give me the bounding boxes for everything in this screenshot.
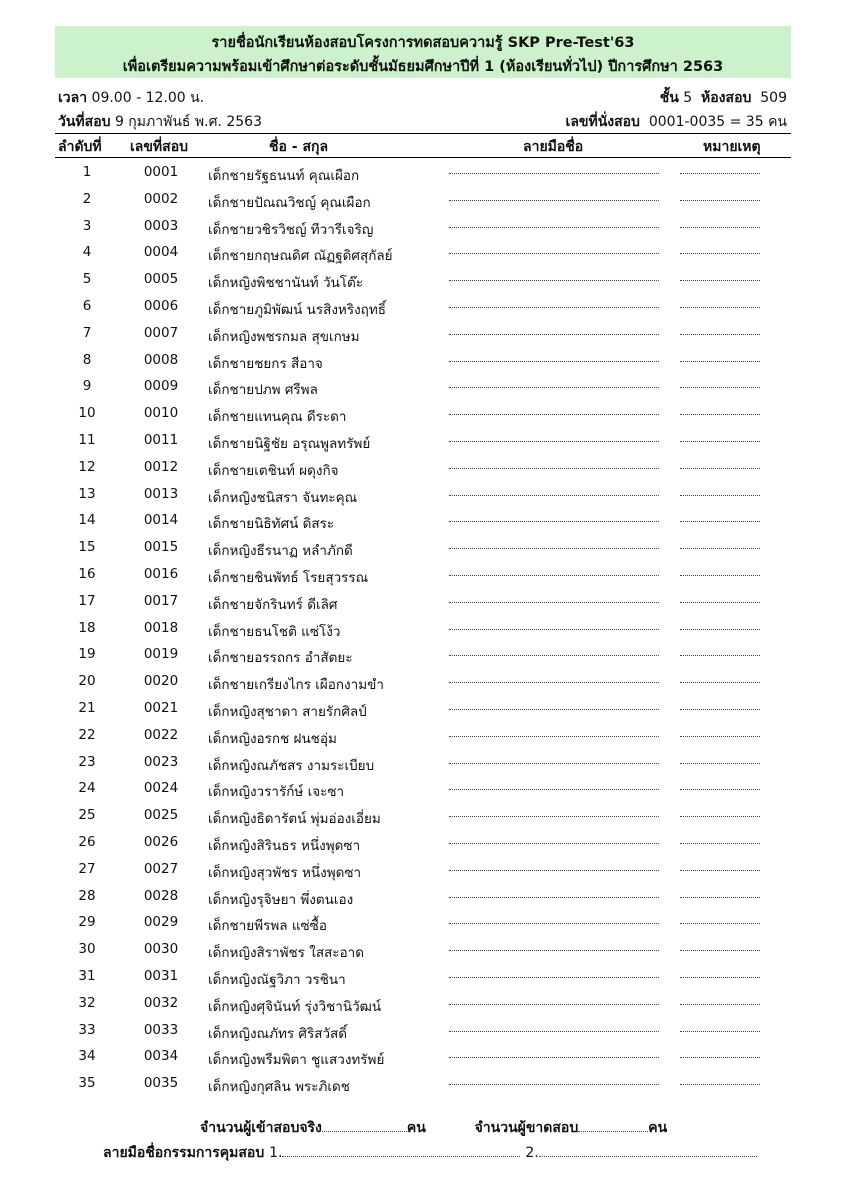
signature-blank[interactable]	[449, 521, 659, 522]
exam-id: 0003	[143, 217, 179, 234]
student-name: เด็กหญิงสิรินธร หนึ่งพุดซา	[208, 837, 361, 854]
table-row	[55, 696, 791, 723]
student-name: เด็กหญิงพชรกมล สุขเกษม	[208, 328, 360, 345]
row-number: 18	[78, 619, 96, 636]
student-name: เด็กหญิงรุจิษยา พึ่งตนเอง	[208, 891, 354, 908]
remark-blank[interactable]	[680, 227, 760, 228]
col-header-remark: หมายเหตุ	[703, 139, 761, 155]
exam-id: 0034	[143, 1048, 179, 1065]
time-label: เวลา	[58, 90, 88, 106]
exam-id: 0004	[143, 244, 179, 261]
table-row	[55, 1071, 791, 1098]
exam-time	[58, 87, 204, 109]
col-header-id: เลขที่สอบ	[130, 139, 189, 155]
student-name: เด็กชายปัณณวิชญ์ คุณเผือก	[208, 194, 371, 211]
exam-id: 0007	[143, 324, 179, 341]
row-number: 19	[78, 646, 96, 663]
exam-id: 0022	[143, 726, 179, 743]
student-name: เด็กชายปภพ ศรีพล	[208, 382, 318, 399]
exam-id: 0023	[143, 753, 179, 770]
row-number: 4	[82, 244, 92, 261]
table-row	[55, 214, 791, 241]
row-number: 17	[78, 592, 96, 609]
exam-id: 0021	[143, 699, 179, 716]
student-name: เด็กชายพีรพล แซ่ซื้อ	[208, 918, 327, 935]
signature-blank[interactable]	[449, 629, 659, 630]
student-list	[55, 160, 791, 1098]
remark-blank[interactable]	[680, 495, 760, 496]
table-row	[55, 267, 791, 294]
table-row	[55, 616, 791, 643]
student-name: เด็กชายภูมิพัฒน์ นรสิงหริงฤทธิ์	[208, 301, 386, 318]
table-row	[55, 535, 791, 562]
remark-blank[interactable]	[680, 173, 760, 174]
remark-blank[interactable]	[680, 1057, 760, 1058]
table-row	[55, 240, 791, 267]
remark-blank[interactable]	[680, 923, 760, 924]
signature-blank[interactable]	[449, 548, 659, 549]
header-title-line2: เพื่อเตรียมความพร้อมเข้าศึกษาต่อระดับชั้นมัธยมศึกษาปีที่ 1 (ห้องเรียนทั่วไป) ปีการศึกษา 2563	[122, 59, 724, 75]
student-name: เด็กชายอรรถกร อำสัตยะ	[208, 650, 353, 667]
exam-id: 0005	[143, 271, 179, 288]
col-header-no: ลำดับที่	[58, 139, 102, 155]
exam-id: 0018	[143, 619, 179, 636]
exam-id: 0033	[143, 1021, 179, 1038]
remark-blank[interactable]	[680, 655, 760, 656]
seat-label: เลขที่นั่งสอบ	[565, 114, 640, 130]
table-row	[55, 562, 791, 589]
exam-id: 0001	[143, 164, 179, 180]
proctor-2-blank[interactable]	[539, 1146, 757, 1157]
row-number: 22	[78, 726, 96, 743]
attendance-summary	[200, 1117, 667, 1139]
student-name: เด็กหญิงวรารัก์ษ์ เจะซา	[208, 784, 345, 801]
row-number: 6	[82, 297, 92, 314]
student-name: เด็กหญิงพรีมพิตา ชูแสวงทรัพย์	[208, 1052, 385, 1069]
room-value: 509	[760, 90, 787, 106]
student-name: เด็กหญิงธิดารัตน์ พุ่มอ่องเอี่ยม	[208, 811, 381, 828]
row-number: 2	[82, 190, 92, 207]
exam-id: 0028	[143, 887, 179, 904]
student-name: เด็กชายรัฐธนนท์ คุณเผือก	[208, 168, 360, 184]
table-row	[55, 455, 791, 482]
table-row	[55, 937, 791, 964]
signature-blank[interactable]	[449, 1084, 659, 1085]
row-number: 16	[78, 565, 96, 582]
signature-blank[interactable]	[449, 1057, 659, 1058]
table-row	[55, 348, 791, 375]
room-label: ห้องสอบ	[701, 90, 752, 106]
student-name: เด็กชายเกรียงไกร เผือกงามขำ	[208, 677, 384, 694]
student-name: เด็กหญิงสุชาดา สายรักศิลป์	[208, 703, 367, 720]
time-value: 09.00 - 12.00 น.	[91, 90, 205, 106]
seat-range	[566, 111, 787, 133]
remark-blank[interactable]	[680, 361, 760, 362]
col-header-signature: ลายมือชื่อ	[523, 139, 584, 155]
signature-blank[interactable]	[449, 253, 659, 254]
remark-blank[interactable]	[680, 468, 760, 469]
table-row	[55, 669, 791, 696]
exam-id: 0027	[143, 860, 179, 877]
signature-blank[interactable]	[449, 789, 659, 790]
signature-blank[interactable]	[449, 575, 659, 576]
signature-blank[interactable]	[449, 950, 659, 951]
signature-blank[interactable]	[449, 682, 659, 683]
remark-blank[interactable]	[680, 307, 760, 308]
row-number: 31	[78, 967, 96, 984]
remark-blank[interactable]	[680, 334, 760, 335]
remark-blank[interactable]	[680, 1004, 760, 1005]
remark-blank[interactable]	[680, 1031, 760, 1032]
table-row	[55, 294, 791, 321]
row-number: 27	[78, 860, 96, 877]
table-row	[55, 723, 791, 750]
table-row	[55, 910, 791, 937]
student-name: เด็กชายธนโชติ แซ่โง้ว	[208, 623, 341, 640]
student-name: เด็กชายจักรินทร์ ดีเลิศ	[208, 596, 338, 613]
signature-blank[interactable]	[449, 334, 659, 335]
student-name: เด็กหญิงพิชชานันท์ วันโต๊ะ	[208, 275, 364, 292]
table-row	[55, 1018, 791, 1045]
table-row	[55, 750, 791, 777]
row-number: 15	[78, 539, 96, 556]
proctor-label: ลายมือชื่อกรรมการคุมสอบ	[103, 1145, 265, 1161]
proctor-signatures	[103, 1142, 757, 1164]
exam-id: 0031	[143, 967, 179, 984]
signature-blank[interactable]	[449, 870, 659, 871]
exam-id: 0008	[143, 351, 179, 368]
remark-blank[interactable]	[680, 1084, 760, 1085]
row-number: 10	[78, 405, 96, 422]
row-number: 5	[82, 271, 92, 288]
signature-blank[interactable]	[449, 977, 659, 978]
absent-blank[interactable]	[578, 1121, 648, 1132]
student-name: เด็กชายแทนคุณ ดีระดา	[208, 409, 347, 426]
row-number: 26	[78, 833, 96, 850]
signature-blank[interactable]	[449, 1031, 659, 1032]
table-row	[55, 1044, 791, 1071]
exam-id: 0025	[143, 807, 179, 824]
table-top-rule	[55, 133, 791, 134]
row-number: 1	[82, 164, 92, 180]
grade-label: ชั้น	[659, 90, 679, 106]
student-name: เด็กหญิงศุจินันท์ รุ่งวิชานิวัฒน์	[208, 998, 382, 1015]
signature-blank[interactable]	[449, 468, 659, 469]
row-number: 3	[82, 217, 92, 234]
exam-id: 0011	[143, 431, 179, 448]
proctor-2-number: 2.	[525, 1145, 539, 1161]
absent-unit: คน	[648, 1120, 668, 1136]
date-label: วันที่สอบ	[58, 114, 111, 130]
row-number: 11	[78, 431, 96, 448]
row-number: 25	[78, 807, 96, 824]
student-name: เด็กหญิงสุวพัชร หนึ่งพุดซา	[208, 864, 362, 881]
proctor-1-blank[interactable]	[282, 1146, 520, 1157]
exam-id: 0009	[143, 378, 179, 395]
row-number: 35	[78, 1075, 96, 1092]
remark-blank[interactable]	[680, 736, 760, 737]
student-name: เด็กชายเตชินท์ ผดุงกิจ	[208, 462, 339, 479]
remark-blank[interactable]	[680, 816, 760, 817]
table-row	[55, 508, 791, 535]
student-name: เด็กหญิงกุศลิน พระภิเดช	[208, 1079, 350, 1096]
attended-label: จำนวนผู้เข้าสอบจริง	[200, 1120, 322, 1136]
signature-blank[interactable]	[449, 1004, 659, 1005]
table-row	[55, 374, 791, 401]
signature-blank[interactable]	[449, 361, 659, 362]
grade-value: 5	[683, 90, 693, 106]
exam-id: 0029	[143, 914, 179, 931]
signature-blank[interactable]	[449, 414, 659, 415]
table-row	[55, 187, 791, 214]
table-row	[55, 884, 791, 911]
remark-blank[interactable]	[680, 977, 760, 978]
attended-blank[interactable]	[322, 1121, 407, 1132]
table-row	[55, 321, 791, 348]
exam-id: 0030	[143, 941, 179, 958]
signature-blank[interactable]	[449, 843, 659, 844]
remark-blank[interactable]	[680, 870, 760, 871]
signature-blank[interactable]	[449, 200, 659, 201]
exam-id: 0024	[143, 780, 179, 797]
signature-blank[interactable]	[449, 280, 659, 281]
header-title-line1: รายชื่อนักเรียนห้องสอบโครงการทดสอบความรู้ SKP Pre-Test'63	[211, 35, 635, 51]
student-name: เด็กชายกฤษณดิศ ณัฏฐดิศสุกัลย์	[208, 248, 393, 265]
exam-id: 0032	[143, 994, 179, 1011]
table-row	[55, 803, 791, 830]
table-row	[55, 776, 791, 803]
signature-blank[interactable]	[449, 307, 659, 308]
signature-blank[interactable]	[449, 923, 659, 924]
signature-blank[interactable]	[449, 709, 659, 710]
student-name: เด็กชายนิฐิชัย อรุณพูลทรัพย์	[208, 435, 371, 452]
table-row	[55, 830, 791, 857]
remark-blank[interactable]	[680, 950, 760, 951]
table-row	[55, 160, 791, 187]
student-name: เด็กหญิงณัฐวิภา วรชินา	[208, 971, 346, 988]
row-number: 8	[82, 351, 92, 368]
exam-id: 0020	[143, 673, 179, 690]
remark-blank[interactable]	[680, 763, 760, 764]
exam-id: 0035	[143, 1075, 179, 1092]
remark-blank[interactable]	[680, 629, 760, 630]
row-number: 12	[78, 458, 96, 475]
table-row	[55, 428, 791, 455]
absent-label: จำนวนผู้ขาดสอบ	[474, 1120, 579, 1136]
student-name: เด็กชายชยกร สีอาจ	[208, 355, 323, 372]
exam-id: 0015	[143, 539, 179, 556]
signature-blank[interactable]	[449, 816, 659, 817]
remark-blank[interactable]	[680, 602, 760, 603]
table-row	[55, 401, 791, 428]
row-number: 28	[78, 887, 96, 904]
row-number: 20	[78, 673, 96, 690]
seat-value: 0001-0035 = 35 คน	[648, 114, 787, 130]
row-number: 14	[78, 512, 96, 529]
exam-id: 0026	[143, 833, 179, 850]
remark-blank[interactable]	[680, 843, 760, 844]
signature-blank[interactable]	[449, 736, 659, 737]
exam-room-info	[660, 87, 787, 109]
col-header-name: ชื่อ - สกุล	[269, 139, 329, 155]
remark-blank[interactable]	[680, 548, 760, 549]
row-number: 23	[78, 753, 96, 770]
row-number: 29	[78, 914, 96, 931]
row-number: 34	[78, 1048, 96, 1065]
row-number: 9	[82, 378, 92, 395]
student-name: เด็กหญิงธีรนาฏ หลำภักดี	[208, 543, 353, 560]
signature-blank[interactable]	[449, 441, 659, 442]
remark-blank[interactable]	[680, 709, 760, 710]
remark-blank[interactable]	[680, 897, 760, 898]
signature-blank[interactable]	[449, 173, 659, 174]
row-number: 30	[78, 941, 96, 958]
signature-blank[interactable]	[449, 897, 659, 898]
student-name: เด็กหญิงสิราพัชร ใสสะอาด	[208, 945, 365, 962]
remark-blank[interactable]	[680, 280, 760, 281]
student-name: เด็กชายนิธิทัศน์ ดิสระ	[208, 516, 335, 533]
student-name: เด็กหญิงณภัทร ศิริสวัสดิ์	[208, 1025, 348, 1042]
row-number: 24	[78, 780, 96, 797]
row-number: 21	[78, 699, 96, 716]
row-number: 33	[78, 1021, 96, 1038]
remark-blank[interactable]	[680, 200, 760, 201]
table-row	[55, 642, 791, 669]
proctor-1-number: 1.	[269, 1145, 283, 1161]
exam-id: 0019	[143, 646, 179, 663]
attended-unit: คน	[406, 1120, 426, 1136]
exam-id: 0013	[143, 485, 179, 502]
signature-blank[interactable]	[449, 655, 659, 656]
remark-blank[interactable]	[680, 414, 760, 415]
exam-id: 0017	[143, 592, 179, 609]
student-name: เด็กหญิงอรกช ฝนชอุ่ม	[208, 730, 337, 747]
document-header	[55, 26, 791, 78]
signature-blank[interactable]	[449, 602, 659, 603]
signature-blank[interactable]	[449, 763, 659, 764]
exam-id: 0012	[143, 458, 179, 475]
remark-blank[interactable]	[680, 387, 760, 388]
signature-blank[interactable]	[449, 495, 659, 496]
table-header-rule	[55, 157, 791, 158]
table-row	[55, 964, 791, 991]
student-name: เด็กชายชินพัทธ์ โรยสุวรรณ	[208, 569, 369, 586]
student-name: เด็กหญิงณภัชสร งามระเบียบ	[208, 757, 375, 774]
date-value: 9 กุมภาพันธ์ พ.ศ. 2563	[114, 114, 262, 130]
remark-blank[interactable]	[680, 441, 760, 442]
table-row	[55, 589, 791, 616]
remark-blank[interactable]	[680, 682, 760, 683]
exam-date	[58, 111, 262, 133]
table-row	[55, 482, 791, 509]
exam-id: 0002	[143, 190, 179, 207]
student-name: เด็กชายวชิรวิชญ์ ทีวารีเจริญ	[208, 221, 374, 238]
table-row	[55, 991, 791, 1018]
remark-blank[interactable]	[680, 253, 760, 254]
student-name: เด็กหญิงชนิสรา จันทะคุณ	[208, 489, 358, 506]
exam-id: 0006	[143, 297, 179, 314]
exam-id: 0016	[143, 565, 179, 582]
exam-id: 0010	[143, 405, 179, 422]
row-number: 7	[82, 324, 92, 341]
signature-blank[interactable]	[449, 387, 659, 388]
signature-blank[interactable]	[449, 227, 659, 228]
row-number: 13	[78, 485, 96, 502]
row-number: 32	[78, 994, 96, 1011]
remark-blank[interactable]	[680, 789, 760, 790]
exam-id: 0014	[143, 512, 179, 529]
table-row	[55, 857, 791, 884]
remark-blank[interactable]	[680, 575, 760, 576]
remark-blank[interactable]	[680, 521, 760, 522]
